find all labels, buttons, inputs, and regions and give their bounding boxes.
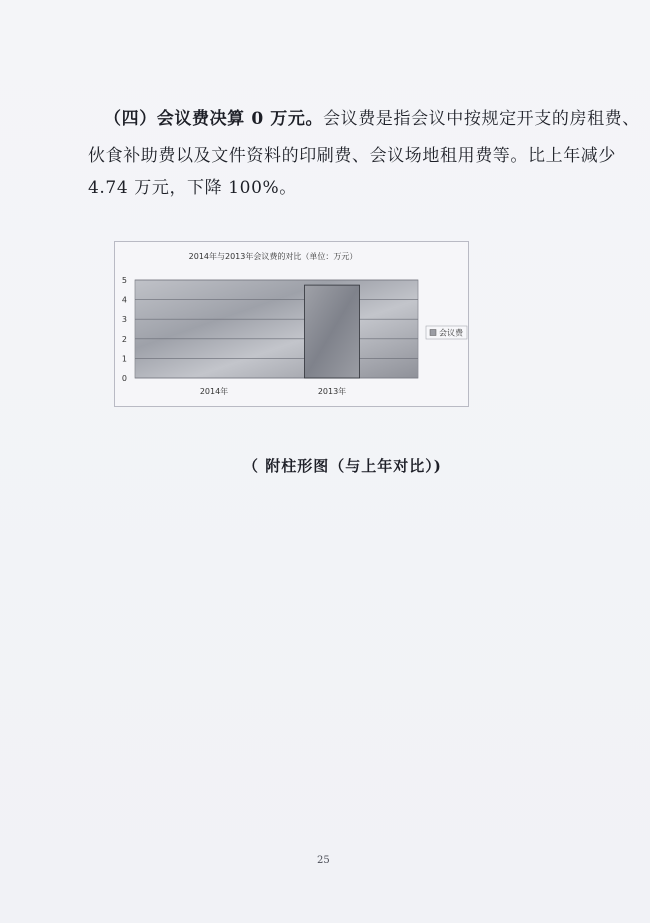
y-tick-label: 3 [121, 315, 127, 325]
x-axis-labels [200, 386, 346, 396]
y-axis-ticks [122, 276, 127, 383]
legend-swatch [430, 330, 436, 336]
x-tick-label: 2013年 [317, 387, 347, 396]
legend [426, 326, 467, 339]
bars [305, 285, 360, 378]
paragraph-line-1-rest: 会议费是指会议中按规定开支的房租费、 [323, 109, 640, 129]
figure-caption: （ 附柱形图（与上年对比）) [243, 457, 442, 475]
y-tick-label: 0 [121, 374, 127, 383]
y-tick-label: 2 [121, 334, 127, 344]
y-tick-label: 5 [121, 276, 127, 285]
bar-2013年 [305, 285, 360, 378]
plot-area [135, 280, 418, 378]
paragraph-line-3: 4.74 万元，下降 100%。 [88, 178, 297, 198]
page-number: 25 [317, 855, 330, 866]
chart-title: 2014年与2013年会议费的对比（单位：万元） [188, 252, 358, 261]
paragraph-line-1 [104, 104, 640, 135]
chart-svg [115, 242, 470, 408]
legend-series-name: 会议费 [439, 328, 463, 338]
paragraph-line-2: 伙食补助费以及文件资料的印刷费、会议场地租用费等。比上年减少 [88, 146, 616, 166]
y-tick-label: 4 [121, 295, 127, 305]
section-heading: （四）会议费决算 0 万元。 [104, 109, 324, 129]
y-tick-label: 1 [121, 354, 127, 364]
x-tick-label: 2014年 [199, 387, 229, 396]
meeting-expense-chart [114, 241, 469, 407]
